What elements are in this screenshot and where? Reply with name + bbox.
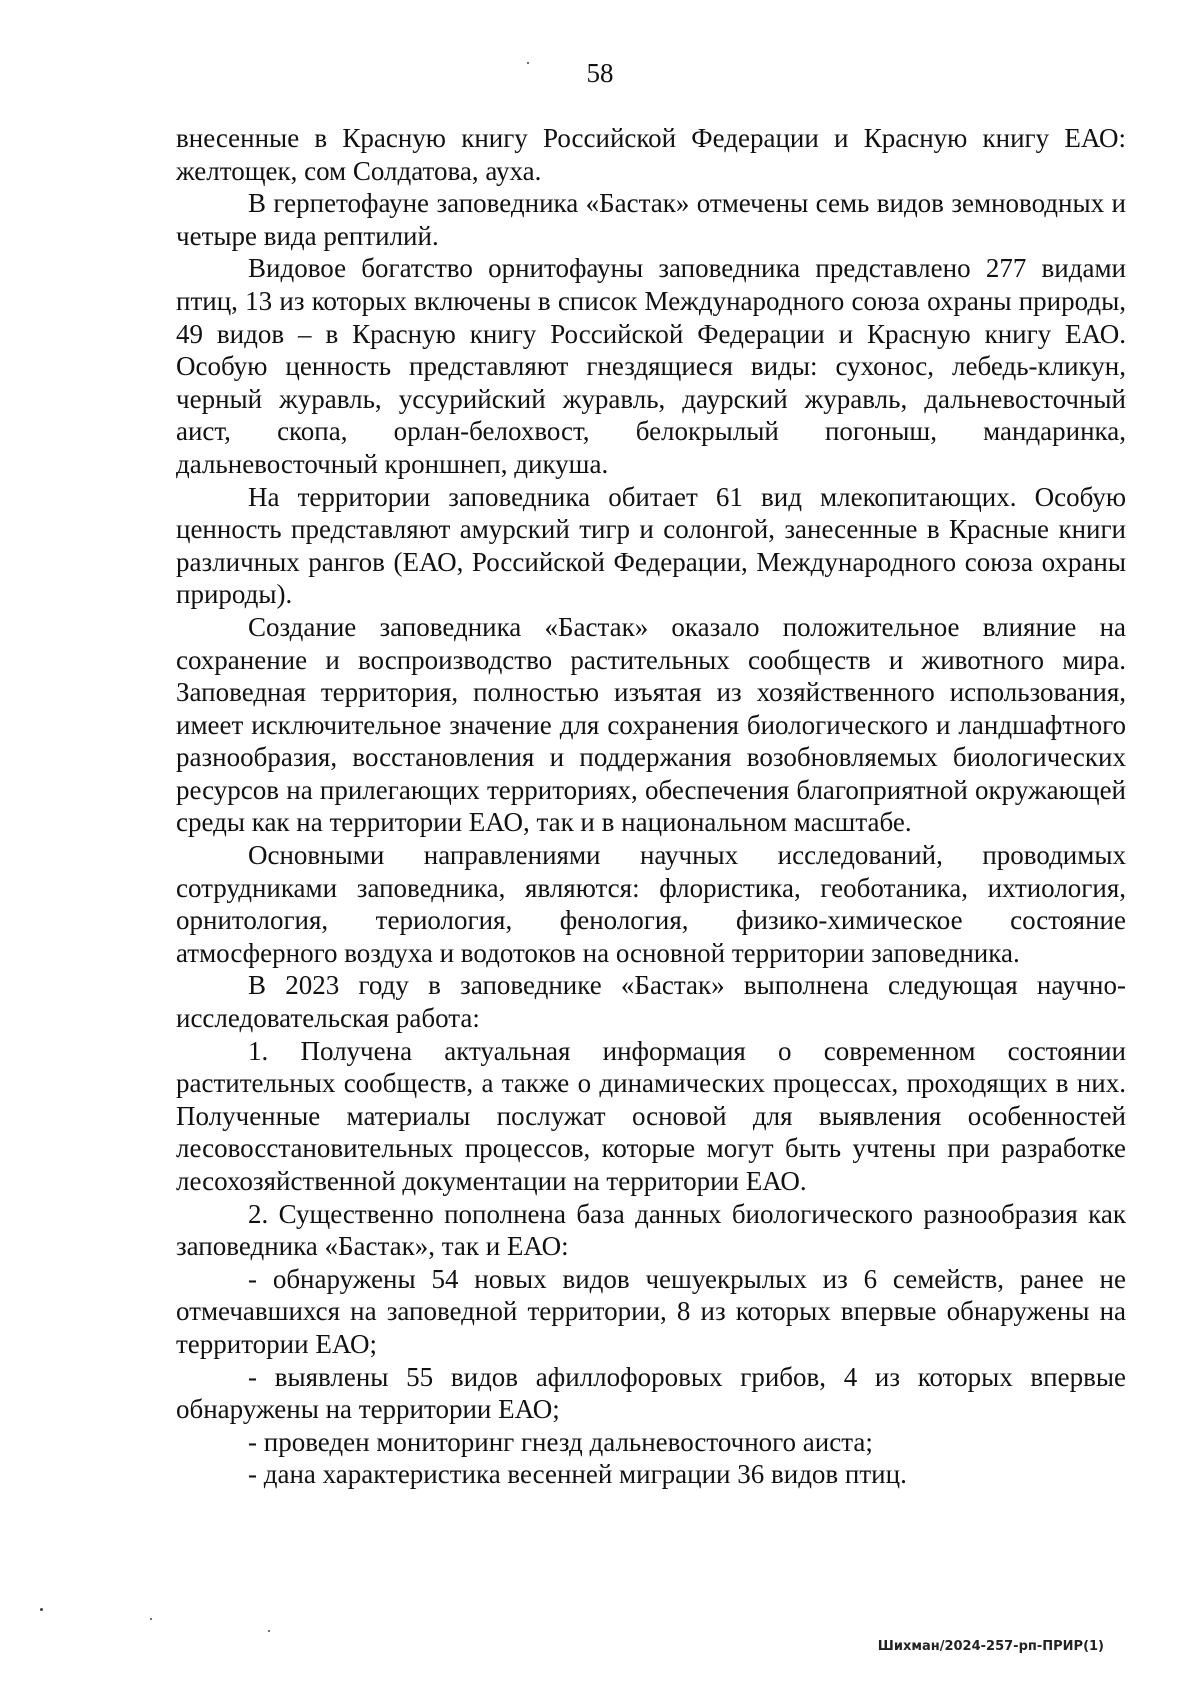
list-item-stork-monitoring: - проведен мониторинг гнезд дальневосточного аиста; — [248, 1426, 873, 1457]
list-item-vegetation: 1. Получена актуальная информация о современном состоянии растительных сообществ, а также о динамических процессах, проходящих в них. Полученные материалы послужат основой для выявления особенностей лесовосстановительных процессов, которые могут быть учтены при разработке лесохозяйственной документации на территории ЕАО. — [176, 1035, 1126, 1196]
list-item-lepidoptera: - обнаружены 54 новых видов чешуекрылых из 6 семейств, ранее не отмечавшихся на заповедной территории, 8 из которых впервые обнаружены на территории ЕАО; — [176, 1263, 1126, 1359]
paragraph-ornithofauna: Видовое богатство орнитофауны заповедника представлено 277 видами птиц, 13 из которых включены в список Международного союза охраны природы, 49 видов – в Красную книгу Российской Федерации и Красную книгу ЕАО. Особую ценность представляют гнездящиеся виды: сухонос, лебедь-кликун, черный журавль, уссурийский журавль, даурский журавль, дальневосточный аист, скопа, орлан-белохвост, белокрылый погоныш, мандаринка, дальневосточный кроншнеп, дикуша. — [176, 253, 1126, 479]
document-code: Шихман/2024-257-рп-ПРИР(1) — [877, 1639, 1104, 1654]
paragraph-reserve-impact: Создание заповедника «Бастак» оказало положительное влияние на сохранение и воспроизводство растительных сообществ и животного мира. Заповедная территория, полностью изъятая из хозяйственного использования, имеет исключительное значение для сохранения биологического и ландшафтного разнообразия, восстановления и поддержания возобновляемых биологических ресурсов на прилегающих территориях, обеспечения благоприятной окружающей среды как на территории ЕАО, так и в национальном масштабе. — [176, 611, 1126, 838]
list-item-bird-migration: - дана характеристика весенней миграции 36 видов птиц. — [248, 1459, 907, 1490]
paragraph-research-directions: Основными направлениями научных исследований, проводимых сотрудниками заповедника, являются: флористика, геоботаника, ихтиология, орнитология, териология, фенология, физико-химическое состояние атмосферного воздуха и водотоков на основной территории заповедника. — [176, 840, 1126, 968]
paragraph-red-book-fish: внесенные в Красную книгу Российской Федерации и Красную книгу ЕАО: желтощек, сом Солдатова, ауха. — [176, 123, 1126, 186]
page-number: 58 — [586, 58, 614, 88]
document-body — [176, 122, 1126, 1491]
scan-speck — [527, 62, 529, 64]
scan-speck — [150, 1618, 152, 1620]
list-item-fungi: - выявлены 55 видов афиллофоровых грибов, 4 из которых впервые обнаружены на территории ЕАО; — [176, 1361, 1126, 1425]
paragraph-herpetofauna: В герпетофауне заповедника «Бастак» отмечены семь видов земноводных и четыре вида рептилий. — [176, 188, 1126, 251]
paragraph-mammals: На территории заповедника обитает 61 вид млекопитающих. Особую ценность представляют амурский тигр и солонгой, занесенные в Красные книги различных рангов (ЕАО, Российской Федерации, Международного союза охраны природы). — [176, 481, 1126, 610]
paragraph-research-2023: В 2023 году в заповеднике «Бастак» выполнена следующая научно-исследовательская работа: — [176, 970, 1126, 1034]
scan-speck — [40, 1608, 43, 1611]
scan-speck — [268, 1630, 270, 1632]
list-item-biodiversity-database: 2. Существенно пополнена база данных биологического разнообразия как заповедника «Бастак», так и ЕАО: — [176, 1198, 1126, 1262]
